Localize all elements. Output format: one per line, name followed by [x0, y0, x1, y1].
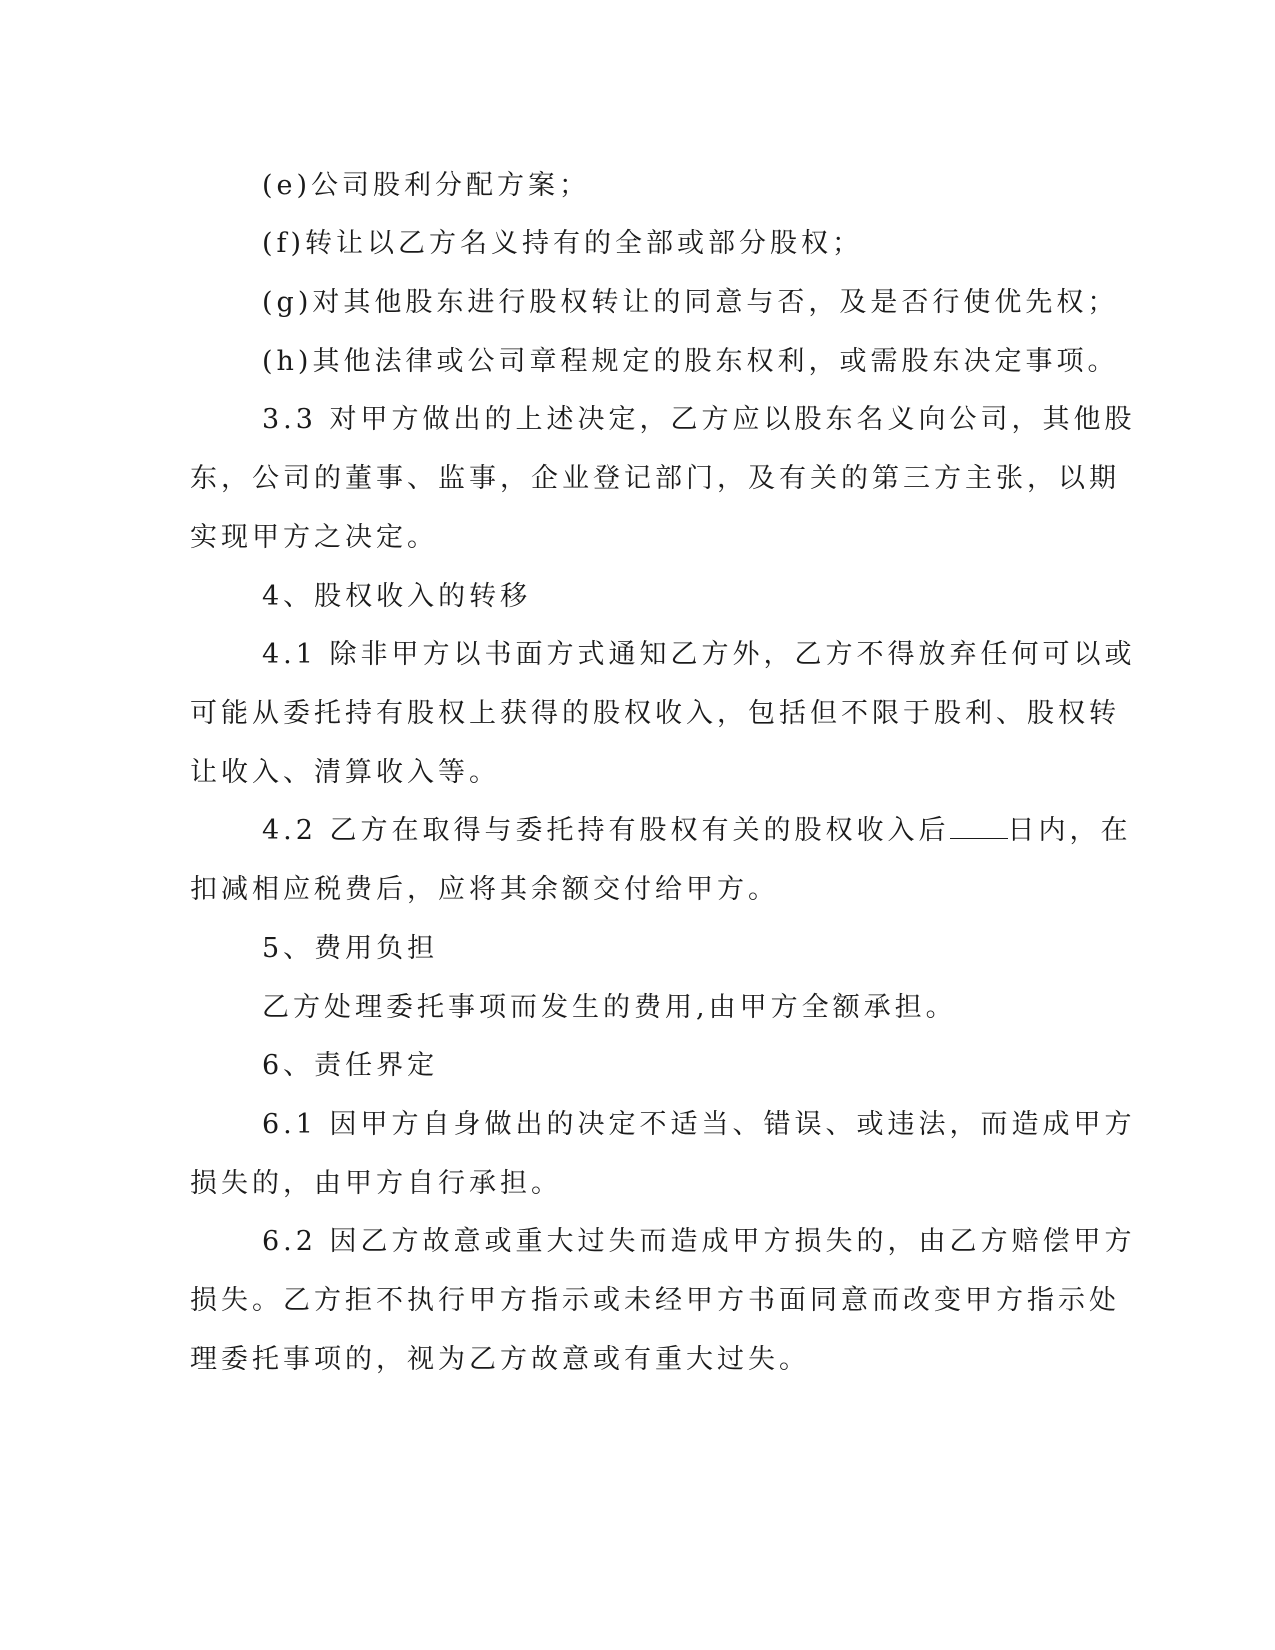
clause-3-3-line-2: 东，公司的董事、监事，企业登记部门，及有关的第三方主张，以期	[190, 463, 1120, 494]
clause-4-1-line-3: 让收入、清算收入等。	[190, 757, 500, 788]
section-4-heading: 4、股权收入的转移	[262, 581, 532, 612]
clause-6-1-line-1: 6.1 因甲方自身做出的决定不适当、错误、或违法，而造成甲方	[262, 1109, 1136, 1140]
clause-4-2-line-1	[262, 813, 1132, 849]
clause-g: (g)对其他股东进行股权转让的同意与否，及是否行使优先权；	[262, 287, 1119, 318]
section-6-heading: 6、责任界定	[262, 1050, 439, 1081]
section-5-body: 乙方处理委托事项而发生的费用,由甲方全额承担。	[262, 992, 957, 1023]
clause-4-2-line-2: 扣减相应税费后，应将其余额交付给甲方。	[190, 874, 779, 905]
clause-4-1-line-2: 可能从委托持有股权上获得的股权收入，包括但不限于股利、股权转	[190, 698, 1120, 729]
clause-3-3-line-3: 实现甲方之决定。	[190, 522, 438, 553]
section-5-heading: 5、费用负担	[262, 933, 439, 964]
clause-h: (h)其他法律或公司章程规定的股东权利，或需股东决定事项。	[262, 346, 1119, 377]
clause-6-1-line-2: 损失的，由甲方自行承担。	[190, 1168, 562, 1199]
clause-6-2-line-3: 理委托事项的，视为乙方故意或有重大过失。	[190, 1344, 810, 1375]
clause-6-2-line-2: 损失。乙方拒不执行甲方指示或未经甲方书面同意而改变甲方指示处	[190, 1285, 1120, 1316]
clause-6-2-line-1: 6.2 因乙方故意或重大过失而造成甲方损失的，由乙方赔偿甲方	[262, 1226, 1136, 1257]
clause-4-2-text-before-blank: 4.2 乙方在取得与委托持有股权有关的股权收入后	[262, 815, 950, 846]
clause-f: (f)转让以乙方名义持有的全部或部分股权；	[262, 228, 864, 259]
clause-4-2-text-after-blank: 日内，在	[1007, 815, 1132, 846]
clause-4-1-line-1: 4.1 除非甲方以书面方式通知乙方外，乙方不得放弃任何可以或	[262, 639, 1136, 670]
fill-in-blank-days[interactable]	[950, 814, 1008, 839]
clause-3-3-line-1: 3.3 对甲方做出的上述决定，乙方应以股东名义向公司，其他股	[262, 404, 1136, 435]
clause-e: (e)公司股利分配方案；	[262, 170, 591, 201]
